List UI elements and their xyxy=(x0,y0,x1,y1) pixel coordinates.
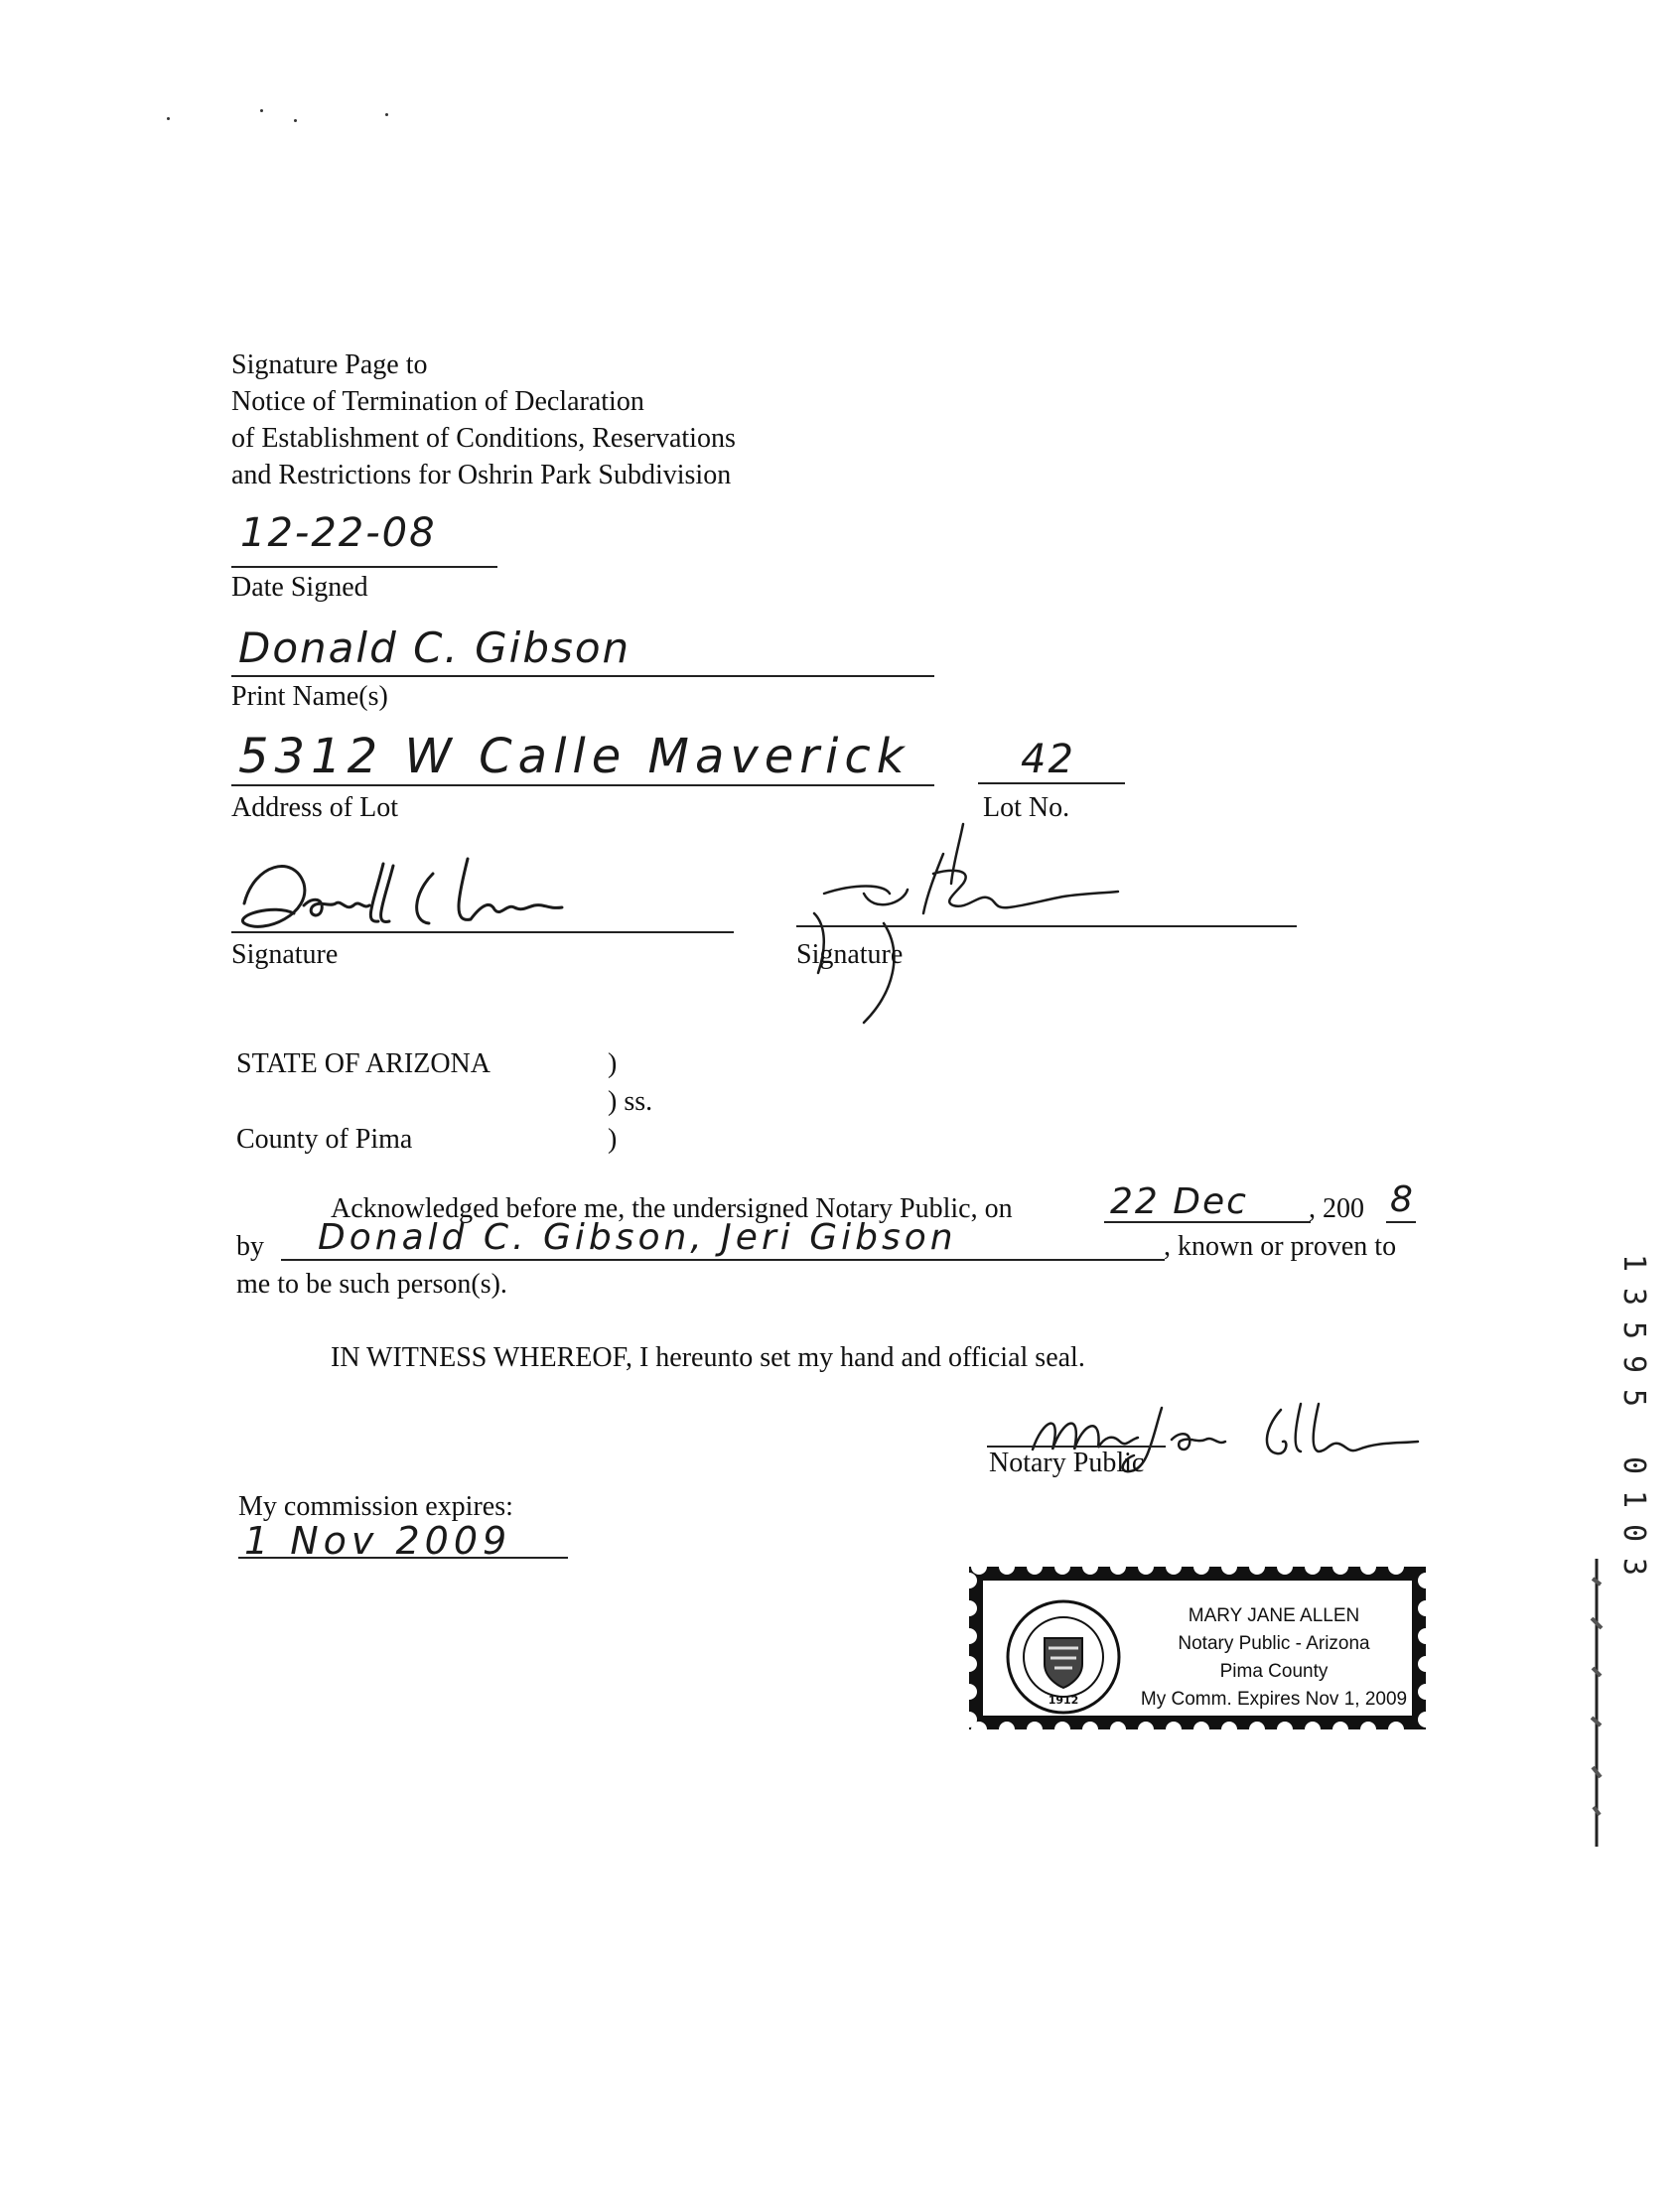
date-signed-line xyxy=(231,566,497,568)
stamp-expires: My Comm. Expires Nov 1, 2009 xyxy=(1140,1689,1408,1710)
stamp-text xyxy=(1130,1602,1418,1714)
bates-char: 3 xyxy=(1616,1287,1651,1307)
witness-clause: IN WITNESS WHEREOF, I hereunto set my hand and official seal. xyxy=(331,1342,1085,1373)
scan-speck xyxy=(294,119,297,122)
acknowledgment-names-value: Donald C. Gibson, Jeri Gibson xyxy=(318,1217,957,1258)
lot-number-label: Lot No. xyxy=(983,792,1070,823)
bates-number xyxy=(1616,1246,1650,1584)
lot-address-label: Address of Lot xyxy=(231,792,398,823)
lot-number-value: 42 xyxy=(1021,737,1075,782)
bates-char: 1 xyxy=(1616,1253,1651,1273)
date-signed-label: Date Signed xyxy=(231,572,368,603)
venue-ss: ) ss. xyxy=(608,1086,653,1117)
lot-address-value: 5312 W Calle Maverick xyxy=(238,729,910,784)
acknowledgment-date-value: 22 Dec xyxy=(1110,1181,1248,1222)
signature-left-label: Signature xyxy=(231,939,339,970)
acknowledgment-by: by xyxy=(236,1231,264,1262)
acknowledgment-date-line xyxy=(1104,1221,1311,1223)
acknowledgment-names-line xyxy=(281,1259,1165,1261)
commission-line xyxy=(238,1557,568,1559)
venue-county: County of Pima xyxy=(236,1124,413,1155)
notary-label: Notary Public xyxy=(989,1448,1145,1478)
stamp-county: Pima County xyxy=(1219,1661,1329,1682)
state-seal-icon xyxy=(1005,1598,1122,1716)
stamp-panel xyxy=(979,1577,1416,1720)
bates-char: 5 xyxy=(1616,1388,1651,1408)
signature-right-line xyxy=(796,925,1297,927)
notary-stamp xyxy=(965,1563,1430,1733)
heading-line: Notice of Termination of Declaration xyxy=(231,386,644,417)
stamp-name: MARY JANE ALLEN xyxy=(1188,1605,1360,1626)
venue-paren: ) xyxy=(608,1048,618,1079)
signature-left xyxy=(234,844,671,943)
acknowledgment-lead: Acknowledged before me, the undersigned Notary Public, on xyxy=(331,1193,1013,1224)
heading-line: of Establishment of Conditions, Reservations xyxy=(231,423,736,454)
commission-label: My commission expires: xyxy=(238,1491,513,1522)
bates-char: 1 xyxy=(1616,1489,1651,1509)
acknowledgment-year-line xyxy=(1386,1221,1416,1223)
print-names-label: Print Name(s) xyxy=(231,681,388,712)
lot-number-line xyxy=(978,782,1125,784)
lot-address-line xyxy=(231,784,934,786)
stamp-title: Notary Public - Arizona xyxy=(1178,1633,1370,1654)
scan-speck xyxy=(260,109,263,112)
commission-value: 1 Nov 2009 xyxy=(244,1519,512,1563)
date-signed-value: 12-22-08 xyxy=(240,510,437,556)
signature-right-label: Signature xyxy=(796,939,904,970)
acknowledgment-line3: me to be such person(s). xyxy=(236,1269,507,1300)
bates-char: 0 xyxy=(1616,1523,1651,1543)
signature-left-line xyxy=(231,931,734,933)
acknowledgment-known: , known or proven to xyxy=(1164,1231,1397,1262)
scan-edge-artifact xyxy=(1589,1559,1605,1847)
bates-char: 3 xyxy=(1616,1557,1651,1577)
scan-speck xyxy=(167,117,170,120)
bates-char: 9 xyxy=(1616,1354,1651,1374)
print-names-line xyxy=(231,675,934,677)
acknowledgment-year-digit: 8 xyxy=(1390,1179,1415,1220)
bates-char: 0 xyxy=(1616,1455,1651,1475)
scan-speck xyxy=(385,113,388,116)
seal-year: 1912 xyxy=(1048,1694,1079,1707)
bates-char xyxy=(1616,1415,1650,1449)
heading-line: Signature Page to xyxy=(231,349,428,380)
heading-line: and Restrictions for Oshrin Park Subdivision xyxy=(231,460,732,490)
print-names-value: Donald C. Gibson xyxy=(238,623,631,672)
venue-paren: ) xyxy=(608,1124,618,1155)
acknowledgment-year-prefix: , 200 xyxy=(1309,1193,1364,1224)
bates-char: 5 xyxy=(1616,1320,1651,1340)
venue-state: STATE OF ARIZONA xyxy=(236,1048,490,1079)
